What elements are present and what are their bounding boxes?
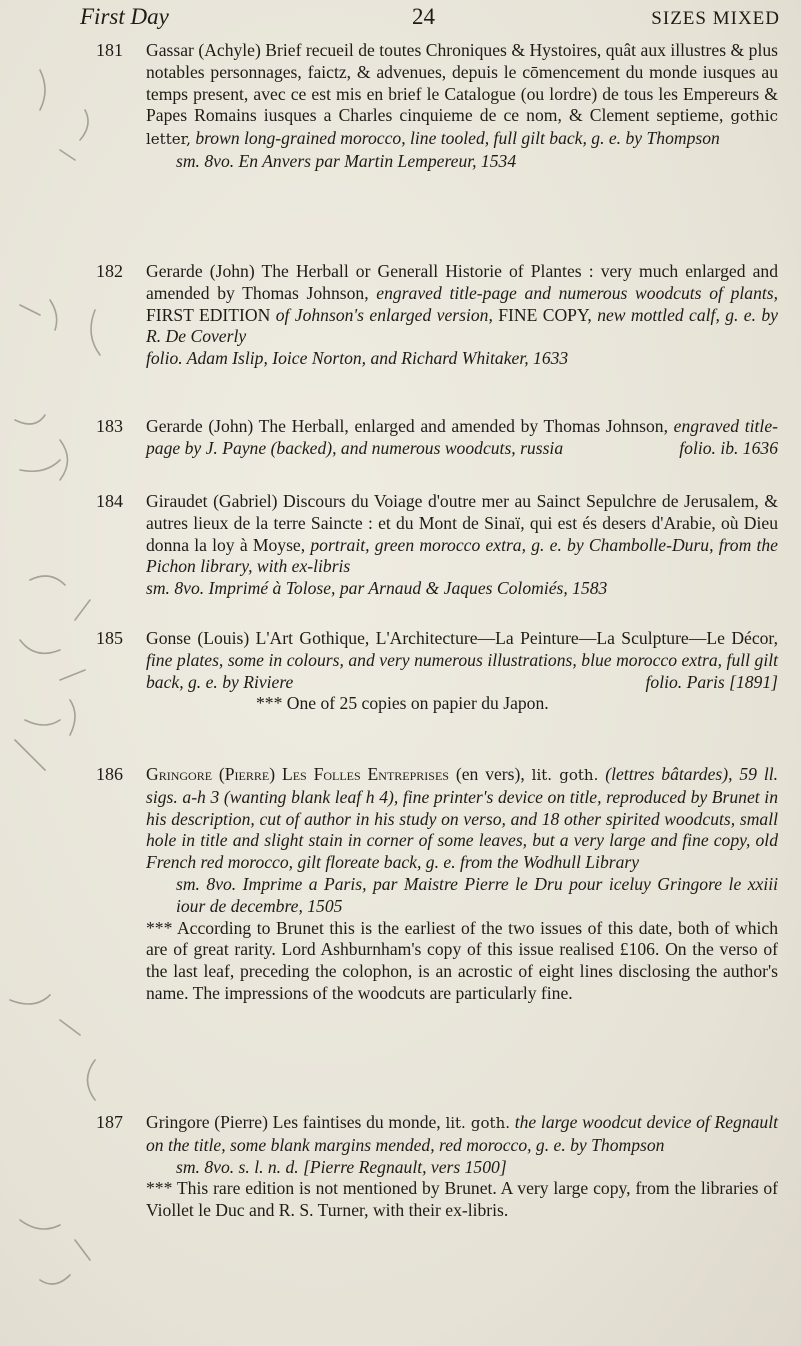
entry-description-2: of Johnson's enlarged version,: [275, 304, 493, 325]
catalogue-entry-184: [96, 491, 778, 600]
page-number: 24: [412, 4, 435, 29]
entry-imprint: sm. 8vo. Imprimé à Tolose, par Arnaud & Jaques Colomiés, 1583: [146, 578, 608, 599]
entry-type: lit. goth.: [445, 1114, 510, 1132]
entry-note: *** One of 25 copies on papier du Japon.: [256, 693, 549, 714]
catalogue-entry-186: [96, 764, 778, 1005]
entry-imprint: sm. 8vo. s. l. n. d. [Pierre Regnault, vers 1500]: [176, 1156, 507, 1177]
lot-number: 182: [96, 261, 123, 281]
lot-number: 184: [96, 491, 123, 511]
lot-number: 186: [96, 764, 123, 784]
entry-description: brown long-grained morocco, line tooled, full gilt back, g. e. by Thompson: [195, 128, 720, 149]
lot-number: 181: [96, 40, 123, 60]
catalogue-entry-181: [96, 40, 778, 173]
catalogue-entry-183: [96, 416, 778, 460]
entry-lead: Gerarde (John) The Herball, enlarged and amended by Thomas Johnson,: [146, 416, 668, 436]
entry-imprint: folio. Paris [1891]: [645, 671, 778, 692]
entry-lead: Giraudet (Gabriel) Discours du Voiage d'outre mer au Sainct Sepulchre de Jerusalem, & autres lieux de la terre Saincte : et du Mont de Sinaï, qui est és desers d'Arabie, où Dieu donna la loy à Moyse,: [146, 491, 778, 555]
entry-description: engraved title-page by J. Payne (backed), and numerous woodcuts, russia: [146, 416, 778, 458]
entry-lead: Gerarde (John) The Herball or Generall Historie of Plantes : very much enlarged and amended by Thomas Johnson,: [146, 261, 778, 303]
entry-imprint: sm. 8vo. En Anvers par Martin Lempereur, 1534: [176, 150, 517, 171]
catalogue-entry-185: [96, 628, 778, 715]
edition-note: FIRST EDITION: [146, 304, 271, 325]
entry-lead: (en vers),: [455, 764, 525, 784]
entry-description-3: new mottled calf, g. e. by R. De Coverly: [146, 304, 778, 347]
entry-description: portrait, green morocco extra, g. e. by Chambolle-Duru, from the Pichon library, with ex-libris: [146, 534, 778, 577]
lot-number: 183: [96, 416, 123, 436]
entry-lead-caps: Gringore (Pierre) Les Folles Entreprises: [146, 764, 449, 784]
entry-description: (lettres bâtardes), 59 ll. sigs. a-h 3 (wanting blank leaf h 4), fine printer's device on title, reproduced by Brunet in his description, cut of author in his study on verso, and 18 other spirited woodcuts, small hole in title and slight stain in corner of some leaves, but a very large and fine copy, old French red morocco, gilt floreate back, g. e. from the Wodhull Library: [146, 764, 778, 873]
page-header: [80, 4, 780, 36]
catalogue-entry-182: [96, 261, 778, 370]
entry-note: *** This rare edition is not mentioned by Brunet. A very large copy, from the libraries of Viollet le Duc and R. S. Turner, with their ex-libris.: [146, 1178, 778, 1221]
entry-imprint: folio. ib. 1636: [679, 437, 778, 458]
margin-annotations: [0, 0, 150, 1346]
entry-lead: Gassar (Achyle) Brief recueil de toutes Chroniques & Hystoires, quât aux illustres & plus notables personnages, faictz, & advenues, depuis le cōmencement du monde iusques au temps present, avec ce est mis en brief le Catalogue (ou lordre) de tous les Empereurs & Papes Romains iusques a Charles cinquieme de ce nom, & Clement septieme,: [146, 40, 778, 126]
catalogue-entry-187: [96, 1112, 779, 1222]
entry-imprint: sm. 8vo. Imprime a Paris, par Maistre Pierre le Dru pour iceluy Gringore le xxiii iour de decembre, 1505: [176, 873, 778, 916]
entry-type: lit. goth.: [531, 766, 599, 784]
entry-lead: Gonse (Louis) L'Art Gothique, L'Architecture—La Peinture—La Sculpture—Le Décor,: [146, 628, 778, 648]
lot-number: 185: [96, 628, 123, 648]
header-right: SIZES MIXED: [651, 8, 780, 29]
header-left: First Day: [80, 4, 169, 29]
entry-description: engraved title-page and numerous woodcuts of plants,: [376, 282, 778, 303]
entry-description: the large woodcut device of Regnault on the title, some blank margins mended, red morocco, g. e. by Thompson: [146, 1112, 779, 1155]
lot-number: 187: [96, 1112, 123, 1132]
entry-type: gothic letter,: [146, 107, 778, 149]
entry-lead: Gringore (Pierre) Les faintises du monde,: [146, 1112, 441, 1132]
entry-note: *** According to Brunet this is the earliest of the two issues of this date, both of which are of great rarity. Lord Ashburnham's copy of this issue realised £106. On the verso of the last leaf, preceding the colophon, is an acrostic of eight lines disclosing the author's name. The impressions of the woodcuts are particularly fine.: [146, 917, 778, 1003]
copy-note: FINE COPY,: [498, 304, 592, 325]
entry-description: fine plates, some in colours, and very numerous illustrations, blue morocco extra, full gilt back, g. e. by Riviere: [146, 649, 778, 692]
entry-imprint: folio. Adam Islip, Ioice Norton, and Richard Whitaker, 1633: [146, 348, 569, 369]
